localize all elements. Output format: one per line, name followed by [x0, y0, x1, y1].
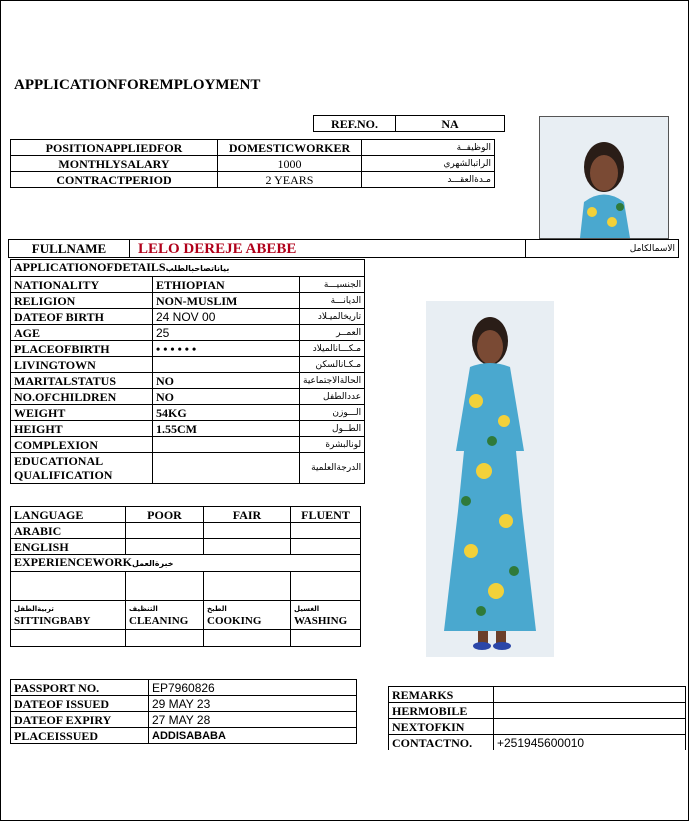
contact-value: +251945600010 — [494, 735, 686, 751]
passport-table — [10, 679, 357, 744]
pob-ar: مـكـــانالميلاد — [300, 341, 365, 357]
religion-value: NON-MUSLIM — [153, 293, 300, 309]
complexion-label: COMPLEXION — [11, 437, 153, 453]
skill-sittingbaby: SITTINGBABY — [14, 615, 91, 627]
weight-value: 54KG — [153, 405, 300, 421]
livingtown-value — [153, 357, 300, 373]
position-label: POSITIONAPPLIEDFOR — [11, 140, 218, 156]
language-header: LANGUAGE — [11, 507, 126, 523]
place-issued-value: ADDISABABA — [149, 728, 357, 744]
livingtown-ar: مـكـانالسكن — [300, 357, 365, 373]
remarks-value — [494, 687, 686, 703]
arabic-label: ARABIC — [11, 523, 126, 539]
fullname-ar: الاسمالكامل — [526, 240, 679, 258]
height-ar: الطــول — [300, 421, 365, 437]
marital-ar: الحالةالاجتماعية — [300, 373, 365, 389]
skill-cooking: COOKING — [207, 615, 262, 627]
fullname-label: FULLNAME — [9, 240, 130, 258]
skill-sittingbaby-ar: تربيةالطفل — [14, 605, 54, 613]
dob-ar: تاريخالميـلاد — [300, 309, 365, 325]
religion-ar: الديانـــة — [300, 293, 365, 309]
dob-value: 24 NOV 00 — [153, 309, 300, 325]
complexion-ar: لونالبشرة — [300, 437, 365, 453]
position-value: DOMESTICWORKER — [218, 140, 362, 156]
page-title: APPLICATIONFOREMPLOYMENT — [14, 77, 261, 93]
ref-table — [313, 115, 505, 132]
experience-label: EXPERIENCEWORK — [14, 555, 133, 569]
details-header-label: APPLICATIONOFDETAILS — [14, 260, 166, 274]
education-label-1: EDUCATIONAL — [14, 454, 104, 468]
contract-value: 2 YEARS — [218, 172, 362, 188]
education-ar: الدرجةالعلمية — [300, 453, 365, 484]
skill-cleaning-ar: التنظيف — [129, 605, 158, 613]
salary-label: MONTHLYSALARY — [11, 156, 218, 172]
mobile-label: HERMOBILE — [389, 703, 494, 719]
marital-label: MARITALSTATUS — [11, 373, 153, 389]
religion-label: RELIGION — [11, 293, 153, 309]
salary-value: 1000 — [218, 156, 362, 172]
passport-no-label: PASSPORT NO. — [11, 680, 149, 696]
age-value: 25 — [153, 325, 300, 341]
poor-header: POOR — [126, 507, 204, 523]
ref-label: REF.NO. — [314, 116, 396, 132]
fullname-value: LELO DEREJE ABEBE — [130, 240, 526, 258]
skill-washing-ar: الغسيل — [294, 605, 320, 613]
skill-cooking-ar: الطبخ — [207, 605, 227, 613]
age-ar: العمــر — [300, 325, 365, 341]
passport-photo — [539, 116, 669, 239]
english-label: ENGLISH — [11, 539, 126, 555]
contract-label: CONTRACTPERIOD — [11, 172, 218, 188]
nextofkin-value — [494, 719, 686, 735]
nationality-value: ETHIOPIAN — [153, 277, 300, 293]
fair-header: FAIR — [204, 507, 291, 523]
nationality-label: NATIONALITY — [11, 277, 153, 293]
details-table — [10, 259, 365, 484]
fluent-header: FLUENT — [291, 507, 361, 523]
issued-value: 29 MAY 23 — [149, 696, 357, 712]
nextofkin-label: NEXTOFKIN — [389, 719, 494, 735]
position-table — [10, 139, 495, 188]
height-value: 1.55CM — [153, 421, 300, 437]
skill-washing: WASHING — [294, 615, 348, 627]
experience-ar: خبرةالعمل — [132, 559, 174, 568]
children-value: NO — [153, 389, 300, 405]
pob-label: PLACEOFBIRTH — [11, 341, 153, 357]
contract-ar: مـدةالعقـــد — [362, 172, 495, 188]
contact-label: CONTACTNO. — [389, 735, 494, 751]
age-label: AGE — [11, 325, 153, 341]
issued-label: DATEOF ISSUED — [11, 696, 149, 712]
expiry-label: DATEOF EXPIRY — [11, 712, 149, 728]
position-ar: الوظيفــة — [362, 140, 495, 156]
nationality-ar: الجنسيـــة — [300, 277, 365, 293]
complexion-value — [153, 437, 300, 453]
remarks-label: REMARKS — [389, 687, 494, 703]
children-label: NO.OFCHILDREN — [11, 389, 153, 405]
full-body-photo — [426, 301, 554, 657]
weight-ar: الـــوزن — [300, 405, 365, 421]
education-value — [153, 453, 300, 484]
skill-cleaning: CLEANING — [129, 615, 189, 627]
pob-value: • • • • • • — [153, 341, 300, 357]
details-header-ar: بياناتصاحبالطلب — [165, 264, 230, 273]
passport-no-value: EP7960826 — [149, 680, 357, 696]
marital-value: NO — [153, 373, 300, 389]
dob-label: DATEOF BIRTH — [11, 309, 153, 325]
weight-label: WEIGHT — [11, 405, 153, 421]
ref-value: NA — [396, 116, 505, 132]
remarks-table — [388, 686, 686, 750]
mobile-value — [494, 703, 686, 719]
expiry-value: 27 MAY 28 — [149, 712, 357, 728]
language-table — [10, 506, 361, 647]
fullname-table — [8, 239, 679, 258]
salary-ar: الراتبالشهري — [362, 156, 495, 172]
place-issued-label: PLACEISSUED — [11, 728, 149, 744]
education-label-2: QUALIFICATION — [14, 468, 113, 482]
livingtown-label: LIVINGTOWN — [11, 357, 153, 373]
height-label: HEIGHT — [11, 421, 153, 437]
children-ar: عددالطفل — [300, 389, 365, 405]
